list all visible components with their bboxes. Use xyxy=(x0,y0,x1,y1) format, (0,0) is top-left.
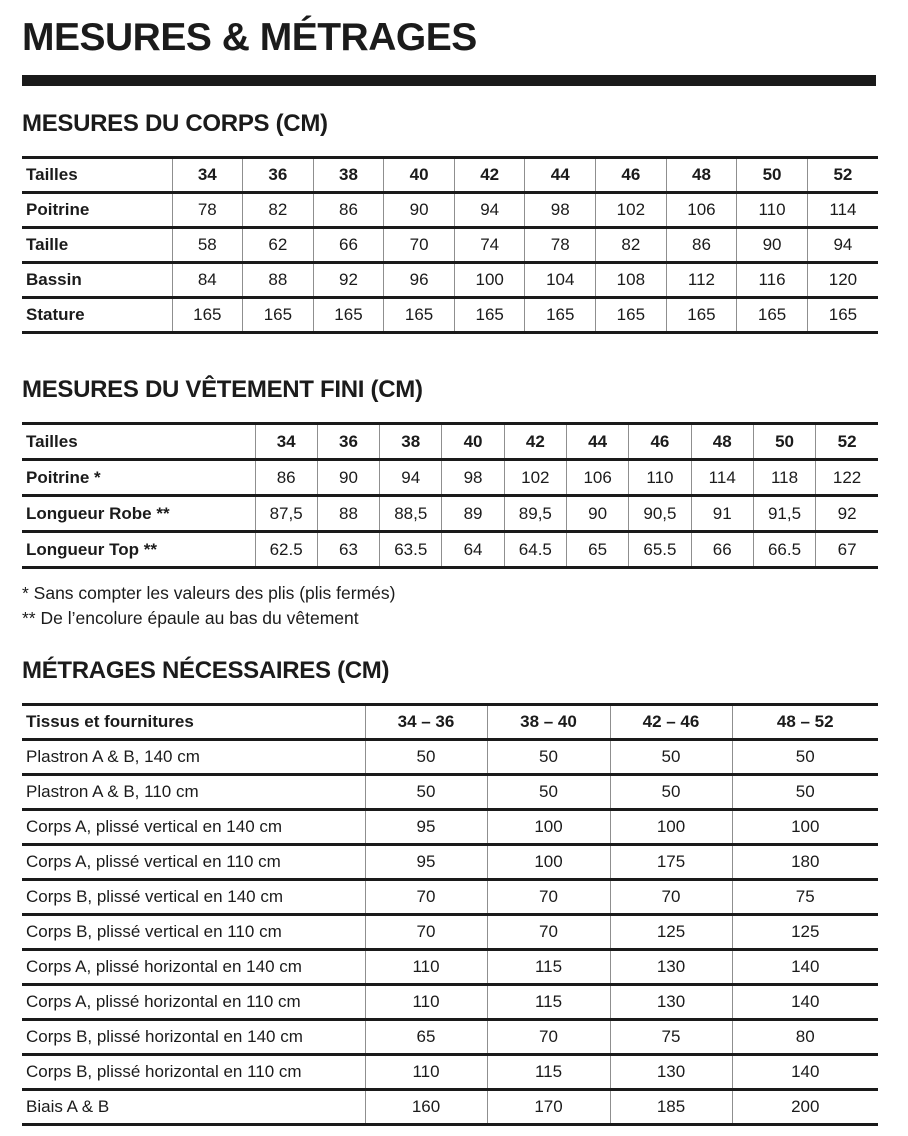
table-row xyxy=(22,775,878,810)
value-cell: 62.5 xyxy=(255,532,317,568)
finished-garment-table xyxy=(22,422,878,569)
section-heading-body-measurements: MESURES DU CORPS (CM) xyxy=(22,110,328,137)
row-label: Bassin xyxy=(26,270,82,289)
value-cell: 70 xyxy=(487,1020,610,1055)
row-label: Poitrine xyxy=(26,200,90,219)
value-cell: 78 xyxy=(172,193,243,228)
value-cell: 130 xyxy=(610,985,732,1020)
value-cell: 50 xyxy=(610,740,732,775)
table-row xyxy=(22,532,878,568)
value-cell: 110 xyxy=(365,950,487,985)
table-row xyxy=(22,1090,878,1125)
row-label: Longueur Robe ** xyxy=(26,503,170,523)
value-cell: 70 xyxy=(384,228,455,263)
footnote-encolure: ** De l’encolure épaule au bas du vêtement xyxy=(22,608,359,628)
value-cell: 94 xyxy=(380,460,442,496)
value-cell: 94 xyxy=(454,193,525,228)
row-label-header: Tailles xyxy=(26,431,78,451)
value-cell: 50 xyxy=(487,740,610,775)
header-row xyxy=(22,424,878,460)
value-cell: 115 xyxy=(487,1055,610,1090)
table-row xyxy=(22,950,878,985)
row-label: Plastron A & B, 110 cm xyxy=(26,782,199,801)
column-header: 38 xyxy=(313,158,384,193)
section-heading-finished-garment: MESURES DU VÊTEMENT FINI (CM) xyxy=(22,376,423,403)
value-cell: 165 xyxy=(596,298,667,333)
value-cell: 50 xyxy=(732,740,878,775)
value-cell: 88 xyxy=(317,496,379,532)
value-cell: 100 xyxy=(487,810,610,845)
column-header: 42 xyxy=(504,424,566,460)
value-cell: 92 xyxy=(816,496,878,532)
column-header: 52 xyxy=(807,158,878,193)
row-label: Corps A, plissé vertical en 140 cm xyxy=(26,817,283,836)
value-cell: 110 xyxy=(365,985,487,1020)
value-cell: 58 xyxy=(172,228,243,263)
value-cell: 95 xyxy=(365,845,487,880)
value-cell: 120 xyxy=(807,263,878,298)
row-label: Poitrine * xyxy=(26,467,101,487)
value-cell: 63.5 xyxy=(380,532,442,568)
row-label: Corps B, plissé vertical en 110 cm xyxy=(26,922,282,941)
table-row xyxy=(22,880,878,915)
column-header: 48 xyxy=(666,158,737,193)
value-cell: 64.5 xyxy=(504,532,566,568)
value-cell: 80 xyxy=(732,1020,878,1055)
value-cell: 75 xyxy=(610,1020,732,1055)
table-row xyxy=(22,496,878,532)
value-cell: 90 xyxy=(737,228,808,263)
header-row xyxy=(22,158,878,193)
body-measurements-table xyxy=(22,156,878,334)
value-cell: 70 xyxy=(365,880,487,915)
column-header: 48 – 52 xyxy=(732,705,878,740)
table-row xyxy=(22,810,878,845)
value-cell: 200 xyxy=(732,1090,878,1125)
value-cell: 50 xyxy=(610,775,732,810)
header-row xyxy=(22,705,878,740)
value-cell: 110 xyxy=(365,1055,487,1090)
value-cell: 75 xyxy=(732,880,878,915)
row-label-header: Tissus et fournitures xyxy=(26,712,194,731)
value-cell: 112 xyxy=(666,263,737,298)
value-cell: 165 xyxy=(313,298,384,333)
row-label: Corps A, plissé vertical en 110 cm xyxy=(26,852,281,871)
table-row xyxy=(22,263,878,298)
value-cell: 66.5 xyxy=(753,532,815,568)
table-row xyxy=(22,1020,878,1055)
value-cell: 88,5 xyxy=(380,496,442,532)
value-cell: 130 xyxy=(610,1055,732,1090)
value-cell: 66 xyxy=(691,532,753,568)
table-row xyxy=(22,1055,878,1090)
column-header: 34 xyxy=(172,158,243,193)
value-cell: 160 xyxy=(365,1090,487,1125)
value-cell: 106 xyxy=(566,460,628,496)
row-label: Corps B, plissé horizontal en 140 cm xyxy=(26,1027,303,1046)
value-cell: 96 xyxy=(384,263,455,298)
value-cell: 125 xyxy=(732,915,878,950)
value-cell: 89,5 xyxy=(504,496,566,532)
table-row xyxy=(22,740,878,775)
value-cell: 115 xyxy=(487,985,610,1020)
value-cell: 165 xyxy=(666,298,737,333)
value-cell: 87,5 xyxy=(255,496,317,532)
column-header: 40 xyxy=(384,158,455,193)
row-label: Biais A & B xyxy=(26,1097,110,1116)
value-cell: 50 xyxy=(732,775,878,810)
row-label: Corps B, plissé horizontal en 110 cm xyxy=(26,1062,302,1081)
row-label: Corps B, plissé vertical en 140 cm xyxy=(26,887,283,906)
value-cell: 106 xyxy=(666,193,737,228)
value-cell: 91 xyxy=(691,496,753,532)
value-cell: 116 xyxy=(737,263,808,298)
column-header: 42 xyxy=(454,158,525,193)
table-row xyxy=(22,228,878,263)
column-header: 44 xyxy=(566,424,628,460)
value-cell: 102 xyxy=(504,460,566,496)
yardage-table xyxy=(22,703,878,1126)
column-header: 42 – 46 xyxy=(610,705,732,740)
table-row xyxy=(22,915,878,950)
value-cell: 140 xyxy=(732,1055,878,1090)
value-cell: 70 xyxy=(487,880,610,915)
row-label: Longueur Top ** xyxy=(26,539,157,559)
table-row xyxy=(22,460,878,496)
value-cell: 66 xyxy=(313,228,384,263)
column-header: 36 xyxy=(317,424,379,460)
table-row xyxy=(22,845,878,880)
value-cell: 140 xyxy=(732,950,878,985)
value-cell: 70 xyxy=(610,880,732,915)
value-cell: 67 xyxy=(816,532,878,568)
title-rule xyxy=(22,75,876,86)
row-label: Plastron A & B, 140 cm xyxy=(26,747,200,766)
value-cell: 94 xyxy=(807,228,878,263)
value-cell: 125 xyxy=(610,915,732,950)
value-cell: 165 xyxy=(454,298,525,333)
column-header: 46 xyxy=(596,158,667,193)
column-header: 50 xyxy=(737,158,808,193)
value-cell: 165 xyxy=(172,298,243,333)
value-cell: 98 xyxy=(525,193,596,228)
value-cell: 65 xyxy=(566,532,628,568)
value-cell: 86 xyxy=(666,228,737,263)
value-cell: 82 xyxy=(243,193,314,228)
value-cell: 91,5 xyxy=(753,496,815,532)
value-cell: 90,5 xyxy=(629,496,691,532)
value-cell: 90 xyxy=(317,460,379,496)
row-label: Taille xyxy=(26,235,69,254)
value-cell: 102 xyxy=(596,193,667,228)
value-cell: 165 xyxy=(737,298,808,333)
value-cell: 165 xyxy=(807,298,878,333)
value-cell: 130 xyxy=(610,950,732,985)
value-cell: 90 xyxy=(566,496,628,532)
section-yardage xyxy=(22,657,880,1126)
table-row xyxy=(22,298,878,333)
page-title: MESURES & MÉTRAGES xyxy=(22,16,477,59)
row-label: Stature xyxy=(26,305,85,324)
column-header: 44 xyxy=(525,158,596,193)
section-body-measurements xyxy=(22,110,880,334)
value-cell: 92 xyxy=(313,263,384,298)
value-cell: 70 xyxy=(365,915,487,950)
column-header: 50 xyxy=(753,424,815,460)
column-header: 34 xyxy=(255,424,317,460)
value-cell: 70 xyxy=(487,915,610,950)
column-header: 48 xyxy=(691,424,753,460)
value-cell: 165 xyxy=(525,298,596,333)
column-header: 46 xyxy=(629,424,691,460)
value-cell: 100 xyxy=(487,845,610,880)
row-label: Corps A, plissé horizontal en 140 cm xyxy=(26,957,302,976)
value-cell: 86 xyxy=(255,460,317,496)
value-cell: 88 xyxy=(243,263,314,298)
row-label: Corps A, plissé horizontal en 110 cm xyxy=(26,992,301,1011)
value-cell: 95 xyxy=(365,810,487,845)
value-cell: 50 xyxy=(365,740,487,775)
value-cell: 62 xyxy=(243,228,314,263)
value-cell: 180 xyxy=(732,845,878,880)
row-label-header: Tailles xyxy=(26,165,78,184)
value-cell: 115 xyxy=(487,950,610,985)
value-cell: 114 xyxy=(691,460,753,496)
value-cell: 185 xyxy=(610,1090,732,1125)
value-cell: 89 xyxy=(442,496,504,532)
value-cell: 175 xyxy=(610,845,732,880)
value-cell: 50 xyxy=(487,775,610,810)
value-cell: 108 xyxy=(596,263,667,298)
value-cell: 78 xyxy=(525,228,596,263)
value-cell: 100 xyxy=(732,810,878,845)
value-cell: 165 xyxy=(243,298,314,333)
value-cell: 114 xyxy=(807,193,878,228)
column-header: 38 – 40 xyxy=(487,705,610,740)
column-header: 38 xyxy=(380,424,442,460)
value-cell: 84 xyxy=(172,263,243,298)
value-cell: 100 xyxy=(454,263,525,298)
column-header: 34 – 36 xyxy=(365,705,487,740)
value-cell: 170 xyxy=(487,1090,610,1125)
section-heading-yardage: MÉTRAGES NÉCESSAIRES (CM) xyxy=(22,657,390,684)
value-cell: 98 xyxy=(442,460,504,496)
value-cell: 86 xyxy=(313,193,384,228)
value-cell: 140 xyxy=(732,985,878,1020)
footnotes xyxy=(22,581,880,631)
section-finished-garment xyxy=(22,376,880,631)
value-cell: 122 xyxy=(816,460,878,496)
value-cell: 74 xyxy=(454,228,525,263)
value-cell: 100 xyxy=(610,810,732,845)
table-row xyxy=(22,985,878,1020)
column-header: 52 xyxy=(816,424,878,460)
value-cell: 64 xyxy=(442,532,504,568)
value-cell: 118 xyxy=(753,460,815,496)
column-header: 40 xyxy=(442,424,504,460)
value-cell: 63 xyxy=(317,532,379,568)
value-cell: 165 xyxy=(384,298,455,333)
value-cell: 104 xyxy=(525,263,596,298)
value-cell: 65.5 xyxy=(629,532,691,568)
value-cell: 110 xyxy=(629,460,691,496)
value-cell: 110 xyxy=(737,193,808,228)
column-header: 36 xyxy=(243,158,314,193)
table-row xyxy=(22,193,878,228)
footnote-plis: * Sans compter les valeurs des plis (plis fermés) xyxy=(22,583,396,603)
value-cell: 82 xyxy=(596,228,667,263)
value-cell: 90 xyxy=(384,193,455,228)
value-cell: 50 xyxy=(365,775,487,810)
value-cell: 65 xyxy=(365,1020,487,1055)
